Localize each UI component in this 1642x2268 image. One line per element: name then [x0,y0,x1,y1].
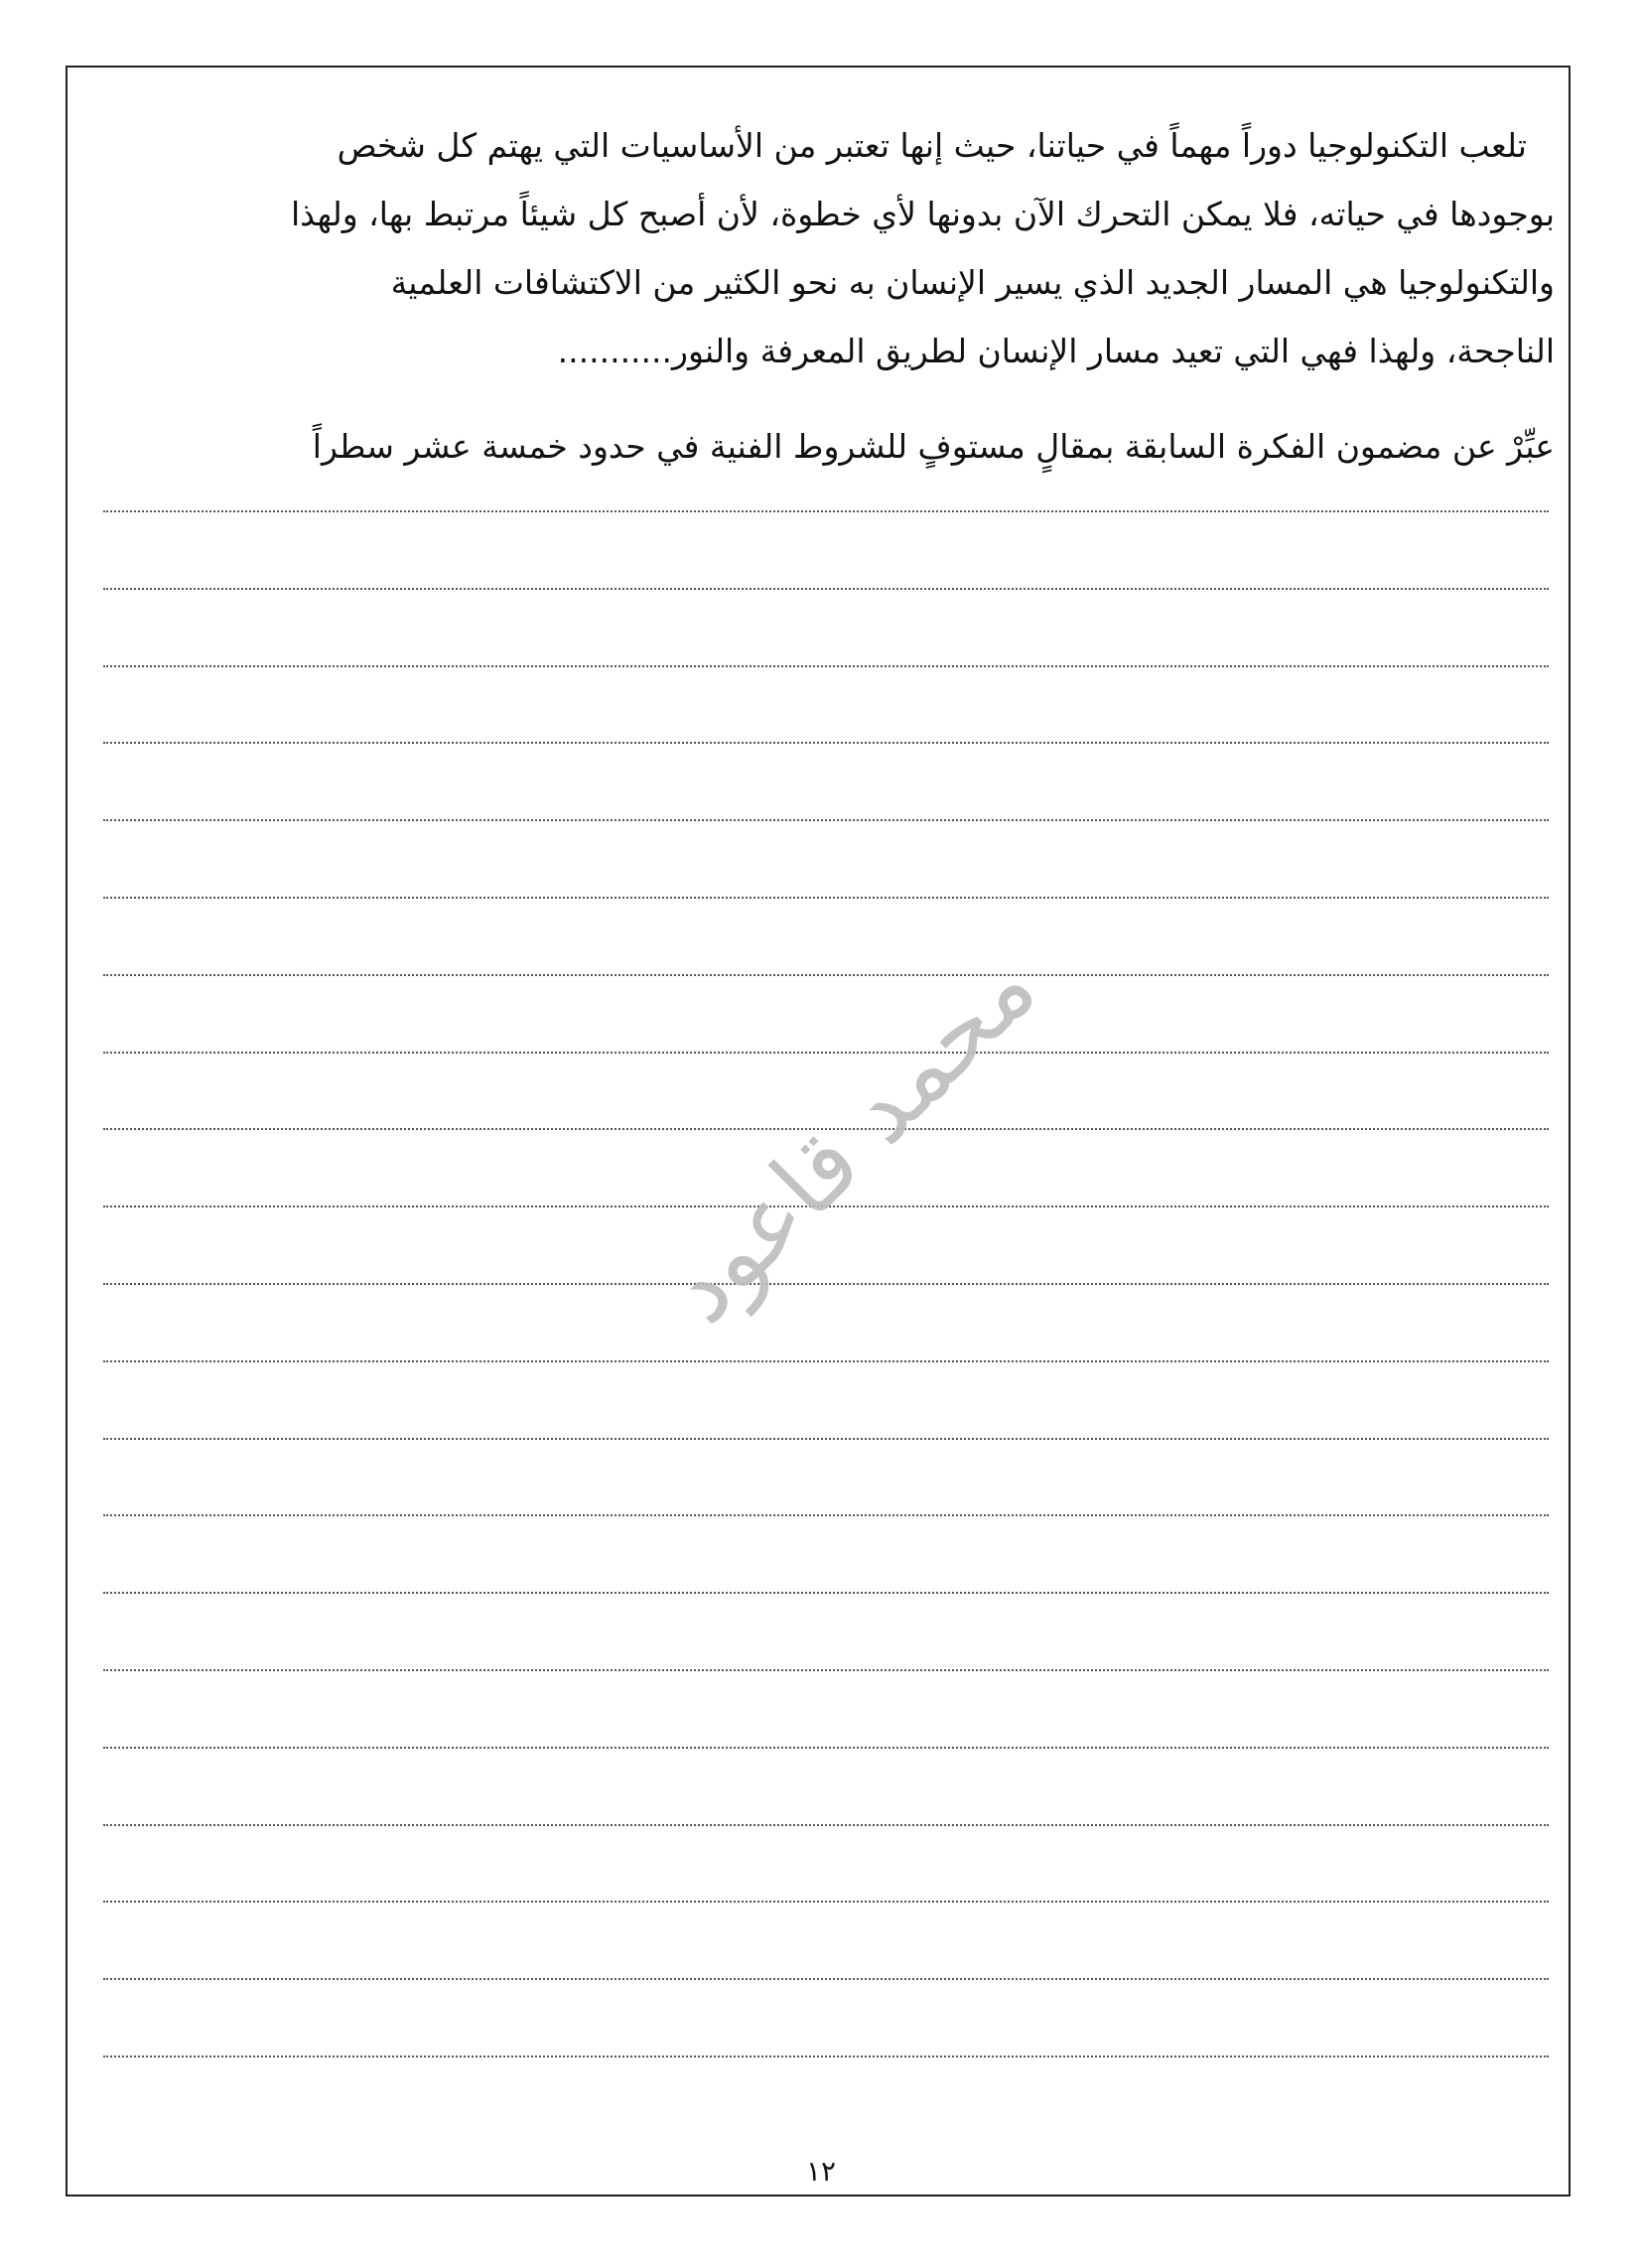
answer-line[interactable] [103,1440,1549,1517]
answer-line[interactable] [103,1671,1549,1749]
answer-line[interactable] [103,821,1549,899]
answer-line[interactable] [103,1903,1549,1980]
answer-line[interactable] [103,512,1549,590]
answer-line[interactable] [103,1749,1549,1826]
answer-line[interactable] [103,976,1549,1054]
answer-line[interactable] [103,1826,1549,1904]
paragraph-line-2: بوجودها في حياته، فلا يمكن التحرك الآن بدونها لأي خطوة، لأن أصبح كل شيئاً مرتبط بها، ولهذا [290,195,1555,233]
paragraph-line-1: تلعب التكنولوجيا دوراً مهماً في حياتنا، حيث إنها تعتبر من الأساسيات التي يهتم كل شخص [337,126,1527,165]
paragraph-line-3: والتكنولوجيا هي المسار الجديد الذي يسير الإنسان به نحو الكثير من الاكتشافات العلمية [390,263,1555,302]
intro-paragraph [103,111,1555,385]
watermark: محمد قاعود [644,931,1057,1345]
answer-lines [103,510,1549,2057]
answer-line[interactable] [103,1362,1549,1440]
page-number: ١٢ [805,2155,837,2188]
paragraph-line-4: الناجحة، ولهذا فهي التي تعيد مسار الإنسان لطريق المعرفة والنور........... [557,332,1555,370]
answer-line[interactable] [103,899,1549,976]
answer-line[interactable] [103,1516,1549,1594]
answer-line[interactable] [103,590,1549,667]
answer-line[interactable] [103,1980,1549,2057]
answer-line[interactable] [103,667,1549,745]
answer-line[interactable] [103,1594,1549,1671]
answer-line[interactable] [103,1285,1549,1362]
writing-prompt: عبِّرْ عن مضمون الفكرة السابقة بمقالٍ مستوفٍ للشروط الفنية في حدود خمسة عشر سطراً [312,427,1555,466]
answer-line[interactable] [103,744,1549,821]
